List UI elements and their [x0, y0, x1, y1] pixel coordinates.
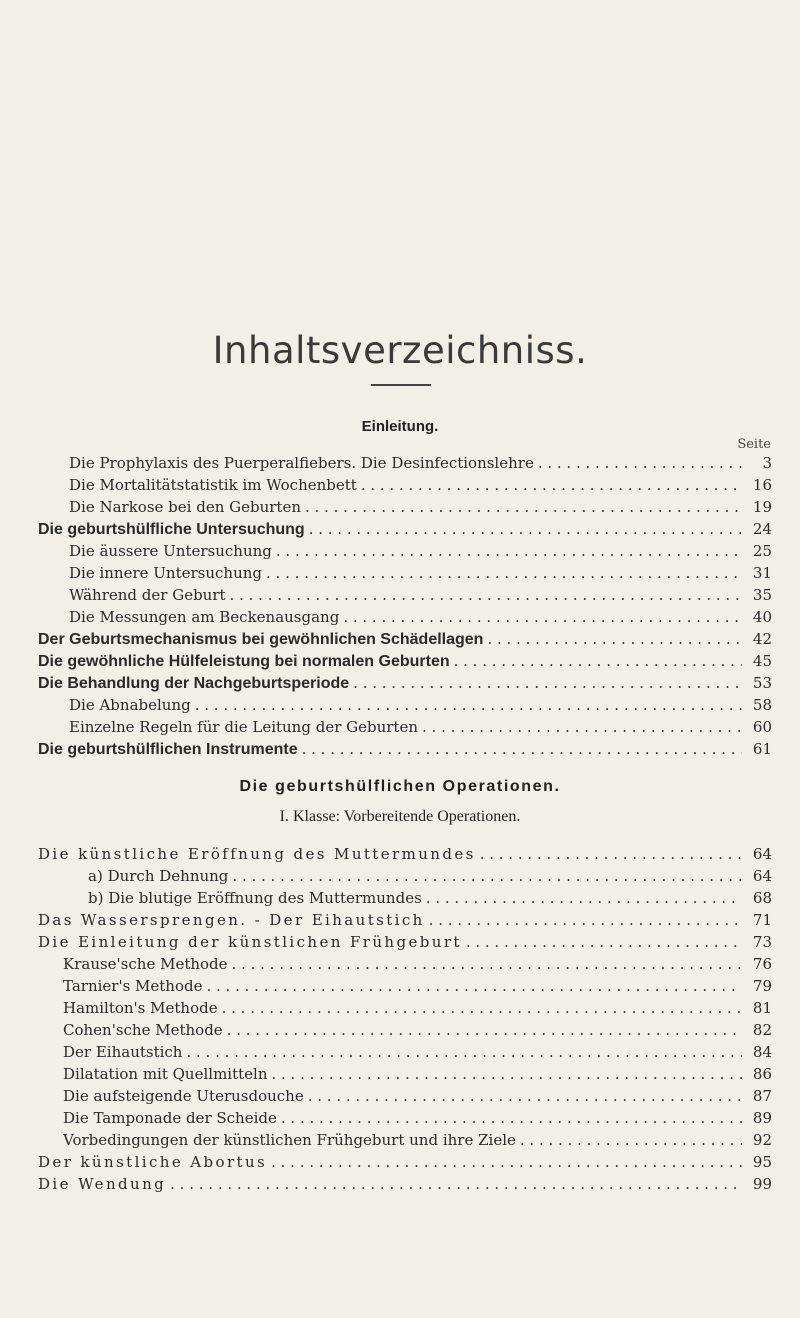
toc-entry-label: Krause'sche Methode [63, 955, 228, 973]
toc-entry [38, 1153, 772, 1175]
leader-dots [520, 1131, 742, 1149]
toc-entry-page: 89 [752, 1109, 772, 1127]
toc-entry-page: 95 [752, 1153, 772, 1171]
leader-dots [281, 1109, 742, 1127]
toc-entry-label: Die Abnabelung [69, 696, 191, 714]
leader-dots [170, 1175, 742, 1193]
toc-entry-label: Die Einleitung der künstlichen Frühgeburt [38, 933, 462, 951]
toc-entry [63, 1021, 772, 1043]
toc-entry-page: 99 [752, 1175, 772, 1193]
toc-entry-page: 87 [752, 1087, 772, 1105]
toc-entry [38, 911, 772, 933]
toc-entry-label: Die Prophylaxis des Puerperalfiebers. Die Desinfectionslehre [69, 454, 534, 472]
leader-dots [206, 977, 742, 995]
toc-entry-label: Cohen'sche Methode [63, 1021, 223, 1039]
toc-entry-label: Während der Geburt [69, 586, 226, 604]
toc-entry-major [38, 674, 772, 696]
toc-entry [88, 889, 772, 911]
seite-label: Seite [737, 437, 771, 452]
toc-entry-label: Hamilton's Methode [63, 999, 218, 1017]
toc-entry-page: 64 [752, 867, 772, 885]
leader-dots [422, 718, 742, 736]
toc-entry-page: 86 [752, 1065, 772, 1083]
leader-dots [232, 867, 742, 885]
toc-entry-page: 71 [752, 911, 772, 929]
leader-dots [266, 564, 742, 582]
toc-entry [63, 1087, 772, 1109]
toc-entry-page: 40 [752, 608, 772, 626]
leader-dots [271, 1153, 742, 1171]
toc-entry [69, 542, 772, 564]
toc-entry [69, 696, 772, 718]
title-divider [371, 384, 431, 386]
toc-entry [69, 586, 772, 608]
toc-entry-label: Die Narkose bei den Geburten [69, 498, 301, 516]
toc-entry-page: 25 [752, 542, 772, 560]
operationen-heading: Die geburtshülflichen Operationen. [239, 778, 561, 795]
klasse-heading: I. Klasse: Vorbereitende Operationen. [279, 808, 521, 825]
toc-entry-label: Die Mortalitätstatistik im Wochenbett [69, 476, 357, 494]
toc-entry [69, 564, 772, 586]
einleitung-heading: Einleitung. [361, 418, 439, 435]
toc-entry-label: Die gewöhnliche Hülfeleistung bei normalen Geburten [38, 653, 450, 670]
toc-entry-label: Die äussere Untersuchung [69, 542, 272, 560]
toc-entry-major [38, 652, 772, 674]
toc-entry [88, 867, 772, 889]
leader-dots [232, 955, 742, 973]
toc-entry-page: 92 [752, 1131, 772, 1149]
toc-entry [38, 933, 772, 955]
toc-entry [69, 608, 772, 630]
toc-entry [69, 476, 772, 498]
toc-entry-page: 82 [752, 1021, 772, 1039]
leader-dots [538, 454, 742, 472]
toc-entry-page: 60 [752, 718, 772, 736]
toc-entry [63, 999, 772, 1021]
toc-entry-label: Dilatation mit Quellmitteln [63, 1065, 268, 1083]
leader-dots [454, 652, 742, 670]
toc-entry-page: 61 [752, 740, 772, 758]
toc-entry-page: 81 [752, 999, 772, 1017]
toc-entry [63, 977, 772, 999]
toc-entry-label: Vorbedingungen der künstlichen Frühgeburt und ihre Ziele [63, 1131, 516, 1149]
leader-dots [230, 586, 742, 604]
toc-entry-label: Die geburtshülfliche Untersuchung [38, 521, 305, 538]
toc-entry-label: Einzelne Regeln für die Leitung der Geburten [69, 718, 418, 736]
toc-entry-page: 58 [752, 696, 772, 714]
toc-entry-page: 3 [762, 454, 772, 472]
toc-entry [63, 955, 772, 977]
toc-entry-page: 19 [752, 498, 772, 516]
toc-entry [63, 1043, 772, 1065]
leader-dots [227, 1021, 742, 1039]
toc-entry-label: Die Tamponade der Scheide [63, 1109, 277, 1127]
leader-dots [426, 889, 742, 907]
toc-entry [38, 845, 772, 867]
leader-dots [276, 542, 742, 560]
toc-entry-label: Der Geburtsmechanismus bei gewöhnlichen Schädellagen [38, 631, 484, 648]
leader-dots [343, 608, 742, 626]
toc-entry [38, 1175, 772, 1197]
toc-entry-page: 53 [752, 674, 772, 692]
toc-entry-label: Die innere Untersuchung [69, 564, 263, 582]
toc-entry [63, 1065, 772, 1087]
toc-entry [63, 1131, 772, 1153]
toc-entry-major [38, 740, 772, 762]
leader-dots [305, 498, 742, 516]
toc-entry-page: 84 [752, 1043, 772, 1061]
toc-entry-page: 42 [752, 630, 772, 648]
toc-entry-page: 76 [752, 955, 772, 973]
leader-dots [466, 933, 742, 951]
toc-entry-page: 64 [752, 845, 772, 863]
toc-entry-label: b) Die blutige Eröffnung des Muttermundes [88, 889, 422, 907]
toc-entry-label: Die Wendung [38, 1175, 167, 1193]
toc-entry-major [38, 520, 772, 542]
toc-entry-page: 24 [752, 520, 772, 538]
toc-entry-label: Die Behandlung der Nachgeburtsperiode [38, 675, 350, 692]
toc-entry-label: a) Durch Dehnung [88, 867, 229, 885]
toc-entry [69, 454, 772, 476]
leader-dots [195, 696, 742, 714]
toc-entry-major [38, 630, 772, 652]
leader-dots [222, 999, 742, 1017]
leader-dots [309, 520, 742, 538]
toc-entry-label: Der Eihautstich [63, 1043, 183, 1061]
toc-entry-page: 73 [752, 933, 772, 951]
toc-entry [69, 718, 772, 740]
toc-entry-page: 68 [752, 889, 772, 907]
toc-entry-label: Tarnier's Methode [63, 977, 203, 995]
toc-entry [69, 498, 772, 520]
leader-dots [353, 674, 742, 692]
toc-entry-page: 31 [752, 564, 772, 582]
toc-entry-label: Die geburtshülflichen Instrumente [38, 741, 298, 758]
toc-entry-page: 45 [752, 652, 772, 670]
toc-entry [63, 1109, 772, 1131]
toc-entry-page: 35 [752, 586, 772, 604]
toc-entry-label: Das Wassersprengen. - Der Eihautstich [38, 911, 425, 929]
leader-dots [302, 740, 742, 758]
leader-dots [186, 1043, 742, 1061]
page-title: Inhaltsverzeichniss. [212, 329, 588, 372]
toc-entry-label: Die aufsteigende Uterusdouche [63, 1087, 304, 1105]
leader-dots [271, 1065, 742, 1083]
toc-entry-label: Der künstliche Abortus [38, 1153, 268, 1171]
leader-dots [361, 476, 742, 494]
leader-dots [308, 1087, 742, 1105]
toc-entry-label: Die Messungen am Beckenausgang [69, 608, 340, 626]
leader-dots [480, 845, 742, 863]
toc-entry-page: 79 [752, 977, 772, 995]
leader-dots [487, 630, 742, 648]
toc-entry-label: Die künstliche Eröffnung des Muttermundes [38, 845, 476, 863]
toc-entry-page: 16 [752, 476, 772, 494]
leader-dots [429, 911, 742, 929]
